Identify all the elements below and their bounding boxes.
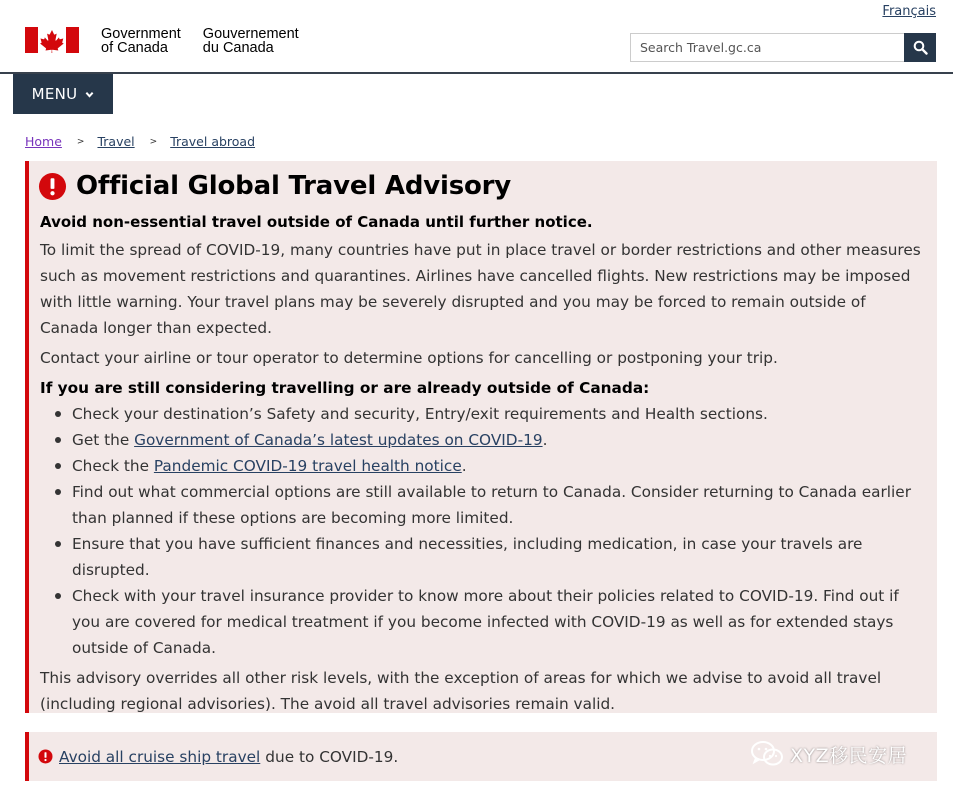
breadcrumb-separator-icon: > [76,136,85,147]
wordmark-en-line2: of Canada [101,40,168,56]
breadcrumb-separator-icon: > [149,136,158,147]
search-form [630,33,936,62]
wordmark-fr-line2: du Canada [202,40,274,56]
wechat-logo-icon [750,740,784,768]
advisory-heading [38,171,925,201]
advisory-lead: Avoid non-essential travel outside of Canada until further notice. [40,213,593,231]
advisory-paragraph-restrictions: To limit the spread of COVID-19, many countries have put in place travel or border restrictions and other measures such as movement restrictions and quarantines. Airlines have cancelled flights. New restrictions may be imposed with little warning. Your travel plans may be severely disrupted and you may be forced to remain outside of Canada longer than expected. [40,241,921,337]
breadcrumb-home-link[interactable]: Home [25,134,62,149]
gc-signature[interactable] [25,27,299,55]
advisory-subheading: If you are still considering travelling or are already outside of Canada: [40,379,650,397]
travel-health-notice-link[interactable]: Pandemic COVID-19 travel health notice [153,457,462,475]
breadcrumb-travel-abroad-link[interactable]: Travel abroad [170,134,256,149]
header-divider [0,72,953,74]
list-item-text: Check with your travel insurance provider to know more about their policies related to COVID-19. Find out if you are covered for medical treatment if you become infected with COVID-19 as well as for extended stays outside of Canada. [72,587,899,657]
advisory-paragraph-contact: Contact your airline or tour operator to determine options for cancelling or postponing your trip. [40,349,778,367]
cruise-advisory-text: due to COVID-19. [265,747,399,766]
exclamation-alert-icon [38,749,53,764]
advisory-list [53,401,925,661]
global-advisory-alert [25,161,937,713]
search-icon [913,40,928,55]
menu-label: MENU [31,85,78,103]
list-item-prefix: Get the [72,431,135,449]
advisory-closing: This advisory overrides all other risk levels, with the exception of areas for which we advise to avoid all travel (including regional advisories). The avoid all travel advisories remain valid. [40,669,882,713]
wordmark-fr-line1: Gouvernement [202,26,299,42]
list-item-suffix: . [461,457,467,475]
exclamation-alert-icon [38,172,67,201]
list-item [53,401,925,427]
list-item [53,531,925,583]
cruise-ship-link[interactable]: Avoid all cruise ship travel [59,747,261,766]
list-item [53,583,925,661]
breadcrumb-travel-link[interactable]: Travel [97,134,135,149]
search-input[interactable] [630,33,904,62]
menu-button[interactable] [13,74,113,114]
list-item-text: Find out what commercial options are still available to return to Canada. Consider returning to Canada earlier than planned if these options are becoming more limited. [72,483,912,527]
language-toggle-link[interactable]: Français [882,4,936,19]
list-item-prefix: Check the [72,457,154,475]
wordmark-french [203,27,299,55]
list-item-text: Check your destination’s Safety and security, Entry/exit requirements and Health sections. [72,405,768,423]
covid-updates-link[interactable]: Government of Canada’s latest updates on COVID-19 [134,431,543,449]
watermark [750,740,907,768]
canada-flag-icon [25,27,79,53]
wordmark-en-line1: Government [101,26,181,42]
list-item [53,479,925,531]
list-item-text: Ensure that you have sufficient finances and necessities, including medication, in case your travels are disrupted. [72,535,863,579]
list-item [53,427,925,453]
wordmark-english [101,27,181,55]
advisory-title: Official Global Travel Advisory [76,171,512,201]
list-item-suffix: . [542,431,548,449]
list-item [53,453,925,479]
watermark-text: XYZ移民安居 [790,744,908,767]
chevron-down-icon [85,90,94,99]
breadcrumb [25,134,255,149]
search-button[interactable] [904,33,936,62]
